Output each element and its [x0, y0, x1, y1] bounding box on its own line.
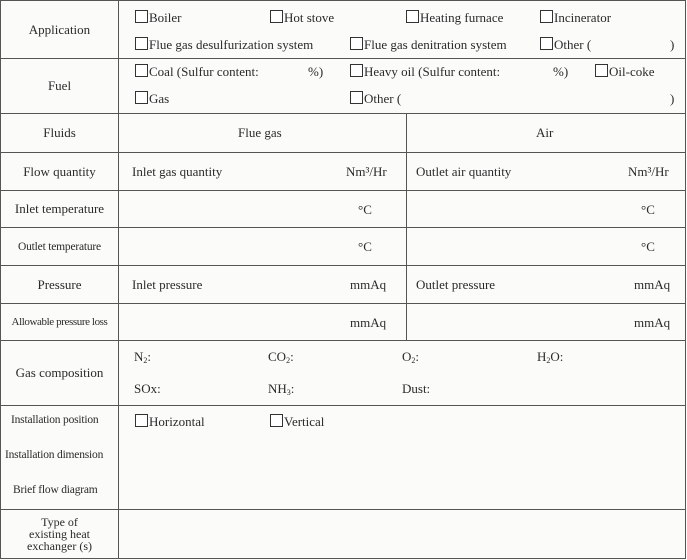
checkbox-icon[interactable] — [270, 10, 283, 23]
column-divider — [406, 228, 407, 265]
existing-exchanger-label: Type of existing heat exchanger (s) — [1, 510, 119, 558]
inlet-pressure-unit: mmAq — [350, 277, 387, 292]
checkbox-icon[interactable] — [135, 37, 148, 50]
inlet-gas-quantity-label: Inlet gas quantity — [132, 164, 223, 179]
option-heavy-oil[interactable]: Heavy oil (Sulfur content: — [350, 64, 500, 80]
column-divider — [406, 304, 407, 340]
pressure-label: Pressure — [1, 266, 119, 303]
option-oil-coke[interactable]: Oil-coke — [595, 64, 654, 80]
allowable-pressure-loss-label: Allowable pressure loss — [1, 304, 119, 340]
checkbox-icon[interactable] — [540, 37, 553, 50]
o2-label: $O_2$: — [402, 349, 420, 365]
checkbox-icon[interactable] — [135, 64, 148, 77]
brief-flow-diagram-label: Brief flow diagram — [13, 484, 98, 496]
allowable-pressure-loss-row — [1, 304, 685, 341]
fluids-row — [1, 114, 685, 153]
option-boiler[interactable]: Boiler — [135, 10, 182, 26]
inlet-temperature-label: Inlet temperature — [1, 191, 119, 227]
outlet-temperature-label: Outlet temperature — [1, 228, 119, 265]
checkbox-icon[interactable] — [350, 37, 363, 50]
flow-quantity-label: Flow quantity — [1, 153, 119, 190]
option-fuel-other[interactable]: Other ( — [350, 91, 401, 107]
n2-label: $N_2$: — [134, 349, 152, 365]
option-hot-stove[interactable]: Hot stove — [270, 10, 334, 26]
option-incinerator[interactable]: Incinerator — [540, 10, 611, 26]
checkbox-icon[interactable] — [350, 64, 363, 77]
outlet-air-quantity-label: Outlet air quantity — [416, 164, 512, 179]
air-header: Air — [536, 125, 554, 140]
co2-label: $CO_2$: — [268, 349, 294, 365]
checkbox-icon[interactable] — [135, 10, 148, 23]
column-divider — [406, 266, 407, 303]
nh3-label: $NH_3$: — [268, 381, 295, 397]
column-divider — [406, 191, 407, 227]
dust-label: Dust: — [402, 381, 431, 396]
fuel-other-close-paren: ) — [670, 91, 675, 106]
fluids-label: Fluids — [1, 114, 119, 152]
inlet-temperature-air-unit: °C — [641, 202, 655, 217]
fuel-label: Fuel — [1, 59, 119, 113]
existing-exchanger-row — [1, 510, 685, 558]
gas-composition-row — [1, 341, 685, 406]
gas-composition-label: Gas composition — [1, 341, 119, 405]
checkbox-icon[interactable] — [270, 414, 283, 427]
option-flue-gas-desulfurization[interactable]: Flue gas desulfurization system — [135, 37, 313, 53]
checkbox-icon[interactable] — [135, 414, 148, 427]
option-heating-furnace[interactable]: Heating furnace — [406, 10, 503, 26]
inlet-gas-quantity-unit: Nm³/Hr — [346, 164, 387, 179]
checkbox-icon[interactable] — [595, 64, 608, 77]
allowable-pressure-loss-air-unit: mmAq — [634, 315, 671, 330]
outlet-pressure-unit: mmAq — [634, 277, 671, 292]
installation-position-label: Installation position — [11, 414, 99, 426]
option-vertical[interactable]: Vertical — [270, 414, 324, 430]
outlet-temperature-air-unit: °C — [641, 239, 655, 254]
checkbox-icon[interactable] — [540, 10, 553, 23]
installation-labels — [1, 406, 119, 509]
allowable-pressure-loss-gas-unit: mmAq — [350, 315, 387, 330]
sox-label: SOx: — [134, 381, 161, 396]
outlet-pressure-label: Outlet pressure — [416, 277, 496, 292]
h2o-label: $H_2O$: — [537, 349, 564, 365]
checkbox-icon[interactable] — [406, 10, 419, 23]
inlet-pressure-label: Inlet pressure — [132, 277, 203, 292]
option-flue-gas-denitration[interactable]: Flue gas denitration system — [350, 37, 507, 53]
inlet-temperature-gas-unit: °C — [358, 202, 372, 217]
option-gas[interactable]: Gas — [135, 91, 169, 107]
installation-block — [1, 406, 685, 510]
pressure-row — [1, 266, 685, 304]
option-horizontal[interactable]: Horizontal — [135, 414, 205, 430]
outlet-air-quantity-unit: Nm³/Hr — [628, 164, 669, 179]
outlet-temperature-gas-unit: °C — [358, 239, 372, 254]
flow-quantity-row — [1, 153, 685, 191]
fuel-row — [1, 59, 685, 114]
coal-unit: %) — [308, 64, 324, 79]
application-other-close-paren: ) — [670, 37, 675, 52]
option-coal[interactable]: Coal (Sulfur content: — [135, 64, 259, 80]
application-row — [1, 1, 685, 59]
option-application-other[interactable]: Other ( — [540, 37, 591, 53]
column-divider — [406, 153, 407, 190]
installation-dimension-label: Installation dimension — [5, 449, 104, 461]
outlet-temperature-row — [1, 228, 685, 266]
flue-gas-header: Flue gas — [238, 125, 282, 140]
checkbox-icon[interactable] — [135, 91, 148, 104]
checkbox-icon[interactable] — [350, 91, 363, 104]
column-divider — [406, 114, 407, 152]
inlet-temperature-row — [1, 191, 685, 228]
heavy-oil-unit: %) — [553, 64, 569, 79]
application-label: Application — [1, 1, 119, 58]
